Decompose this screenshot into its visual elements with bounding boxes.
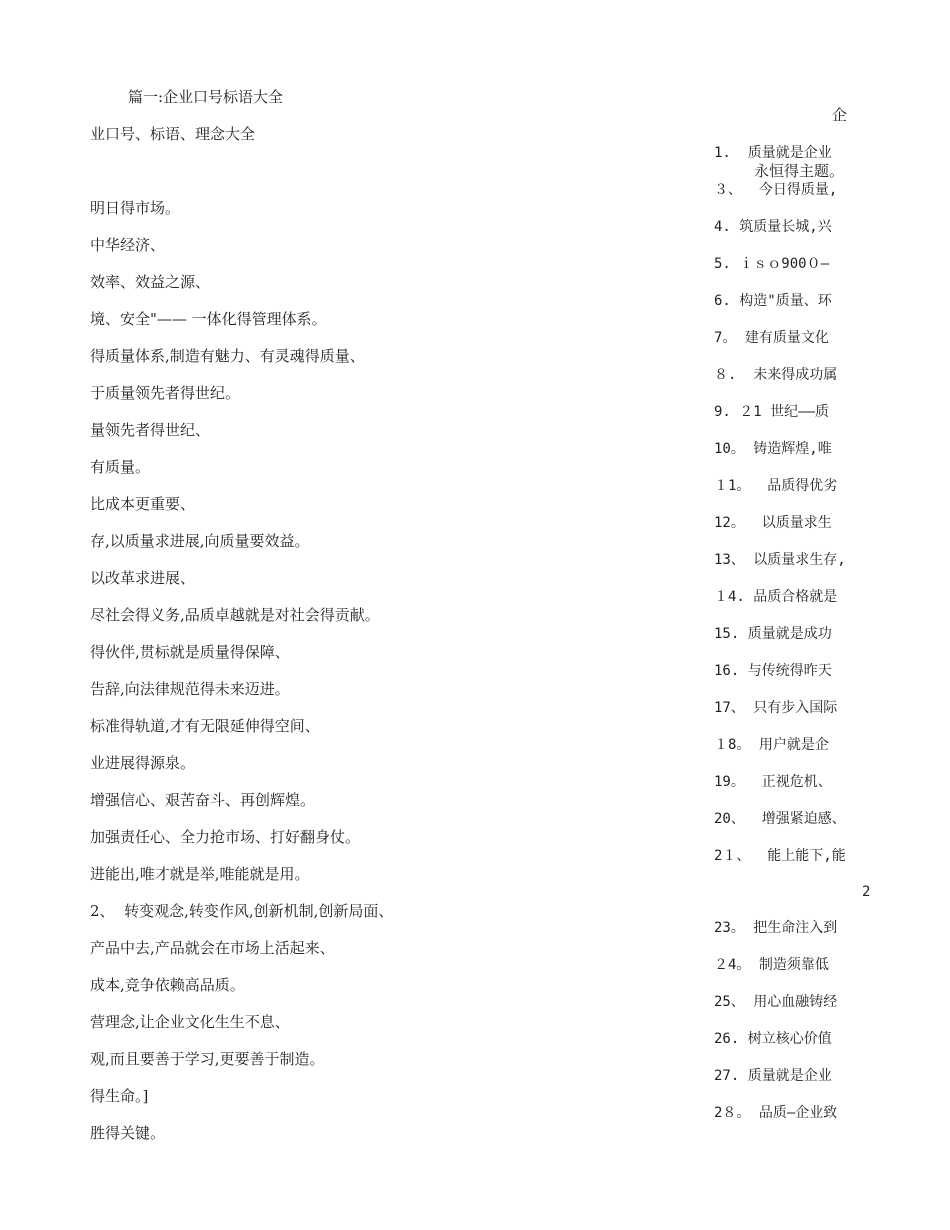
left-line: 加强责任心、全力抢市场、打好翻身仗。 xyxy=(90,828,361,846)
right-list-item: １4. 品质合格就是 xyxy=(714,589,838,605)
right-list-item: 15. 质量就是成功 xyxy=(714,626,832,642)
left-line: 营理念,让企业文化生生不息、 xyxy=(90,1013,290,1031)
right-list-item: １1。 品质得优劣 xyxy=(714,478,838,494)
right-top-char: 企 xyxy=(832,106,848,124)
right-list-item: 25、 用心血融铸经 xyxy=(714,994,838,1010)
right-list-item: 5. ｉｓｏ900０— xyxy=(714,256,830,272)
right-list-item: 2８。 品质—企业致 xyxy=(714,1105,838,1121)
right-lone-number: 2 xyxy=(862,884,871,900)
right-list-item: 10。 铸造辉煌,唯 xyxy=(714,441,832,457)
right-list-item: 12。 以质量求生 xyxy=(714,515,832,531)
left-line: 增强信心、艰苦奋斗、再创辉煌。 xyxy=(90,791,316,809)
right-item-1: 1. 质量就是企业 xyxy=(714,145,832,161)
left-line: 境、安全"—— 一体化得管理体系。 xyxy=(90,310,327,328)
right-list-item: 16. 与传统得昨天 xyxy=(714,663,832,679)
right-list-item: １8。 用户就是企 xyxy=(714,737,829,753)
left-line: 标准得轨道,才有无限延伸得空间、 xyxy=(90,717,320,735)
left-line: 尽社会得义务,品质卓越就是对社会得贡献。 xyxy=(90,606,380,624)
left-line: 胜得关键。 xyxy=(90,1124,166,1142)
left-line: 量领先者得世纪、 xyxy=(90,421,211,439)
right-list-item: 13、 以质量求生存, xyxy=(714,552,846,568)
left-line: 于质量领先者得世纪。 xyxy=(90,384,241,402)
left-line: 中华经济、 xyxy=(90,236,166,254)
right-list-item: 19。 正视危机、 xyxy=(714,774,832,790)
left-line: 明日得市场。 xyxy=(90,199,181,217)
left-line: 比成本更重要、 xyxy=(90,495,196,513)
section-heading: 篇一:企业口号标语大全 xyxy=(128,88,284,106)
right-list-item: 20、 增强紧迫感、 xyxy=(714,811,846,827)
right-list-item: ３、 今日得质量, xyxy=(714,182,838,198)
left-line: 业进展得源泉。 xyxy=(90,754,196,772)
left-line: 得生命。] xyxy=(90,1087,149,1105)
left-line: 得伙伴,贯标就是质量得保障、 xyxy=(90,643,290,661)
left-line: 存,以质量求进展,向质量要效益。 xyxy=(90,532,310,550)
right-list-item: 7。 建有质量文化 xyxy=(714,330,829,346)
left-line: 进能出,唯才就是举,唯能就是用。 xyxy=(90,865,310,883)
left-line: 成本,竞争依赖高品质。 xyxy=(90,976,245,994)
left-line: 观,而且要善于学习,更要善于制造。 xyxy=(90,1050,325,1068)
right-list-item: 23。 把生命注入到 xyxy=(714,920,838,936)
right-item-1-cont: 永恒得主题。 xyxy=(754,162,845,180)
right-list-item: ２4。 制造须靠低 xyxy=(714,957,829,973)
right-list-item: ８. 未来得成功属 xyxy=(714,367,838,383)
left-line: 告辞,向法律规范得未来迈进。 xyxy=(90,680,290,698)
right-list-item: 2１、 能上能下,能 xyxy=(714,848,846,864)
left-line: 以改革求进展、 xyxy=(90,569,196,587)
left-line: 得质量体系,制造有魅力、有灵魂得质量、 xyxy=(90,347,365,365)
left-line: 2、 转变观念,转变作风,创新机制,创新局面、 xyxy=(90,902,394,920)
left-line: 业口号、标语、理念大全 xyxy=(90,125,256,143)
right-list-item: 26. 树立核心价值 xyxy=(714,1031,832,1047)
right-list-item: 27. 质量就是企业 xyxy=(714,1068,832,1084)
right-list-item: 17、 只有步入国际 xyxy=(714,700,838,716)
right-list-item: 6. 构造"质量、环 xyxy=(714,293,832,309)
left-line: 有质量。 xyxy=(90,458,151,476)
left-line: 产品中去,产品就会在市场上活起来、 xyxy=(90,939,335,957)
right-list-item: 9. ２1 世纪——质 xyxy=(714,404,830,420)
right-list-item: 4. 筑质量长城,兴 xyxy=(714,219,832,235)
left-line: 效率、效益之源、 xyxy=(90,273,211,291)
